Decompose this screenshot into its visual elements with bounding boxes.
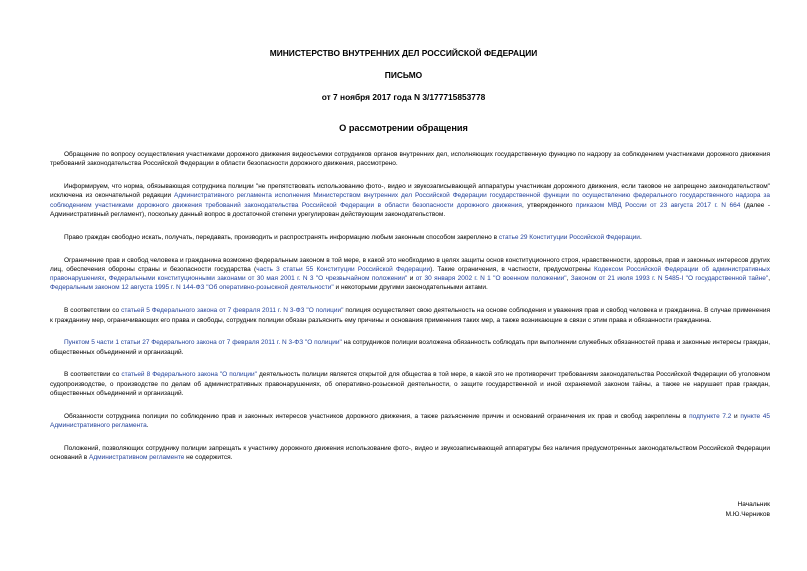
paragraph-text: Положений, позволяющих сотруднику полиции запрещать к участнику дорожного движения использование фото-, видео и звукозаписывающей аппаратуры без наличия предусмотренных законодательством Российской Федерации оснований в	[50, 444, 770, 462]
paragraph-text: и	[407, 275, 416, 283]
link-admin-regulation-short[interactable]: Административном регламенте	[88, 454, 185, 462]
paragraph-text: Ограничение прав и свобод человека и гражданина возможно федеральным законом в той мере, в какой это необходимо в целях защиты основ конституционного строя, нравственности, здоровья, прав и законных интересов других лиц, обеспечения обороны страны и безопасности государства (	[50, 256, 770, 273]
paragraph-text: Обязанности сотрудника полиции по соблюдению прав и законных интересов участников дорожного движения, а также разъяснение причин и оснований ограничения их прав и свобод закреплены в	[64, 412, 690, 420]
paragraph-8	[50, 412, 770, 431]
link-clause-45[interactable]: пункте 45 Административного регламента	[50, 412, 771, 430]
paragraph-text: (далее - Административный регламент), поскольку данный вопрос в достаточной степени урегулирован действующим законодательством.	[50, 201, 771, 218]
signatory-name: М.Ю.Черников	[725, 511, 770, 518]
link-admin-regulation[interactable]: Административного регламента исполнения Министерством внутренних дел Российской Федерации государственной функции по осуществлению федерального государственного надзора за соблюдением участниками дорожного движения требований законодательства Российской Федерации в области безопасности дорожного движения	[50, 192, 770, 209]
link-law-emergency[interactable]: Федеральными конституционными законами от 30 мая 2001 г. N 3 "О чрезвычайном положении"	[108, 275, 408, 283]
link-law-state-secret[interactable]: Законом от 21 июля 1993 г. N 5485-I "О государственной тайне"	[570, 275, 769, 283]
paragraph-text: ). Такие ограничения, в частности, предусмотрены	[430, 265, 594, 273]
document-type: ПИСЬМО	[384, 70, 423, 80]
signature-block	[726, 500, 770, 520]
link-subclause-7-2[interactable]: подпункте 7.2	[689, 412, 732, 420]
paragraph-text: полиция осуществляет свою деятельность на основе соблюдения и уважения прав и свобод человека и гражданина. В случае применения к гражданину мер, ограничивающих его права и свободы, сотрудник полиции обязан разъяснить ему причины и основания применения таких мер, а также возникающие в связи с этим права и обязанности гражданина.	[50, 307, 770, 324]
link-police-law-art-5[interactable]: статьей 5 Федерального закона от 7 февраля 2011 г. N 3-ФЗ "О полиции"	[121, 307, 344, 315]
paragraph-1	[50, 150, 770, 169]
paragraph-4	[50, 256, 770, 293]
paragraph-text: на сотрудников полиции возложена обязанность соблюдать при выполнении служебных обязанностей права и законные интересы граждан, общественных объединений и организаций.	[50, 339, 771, 356]
paragraph-2	[50, 182, 770, 219]
link-mvd-order-664[interactable]: приказом МВД России от 23 августа 2017 г. N 664	[575, 201, 741, 209]
paragraph-text: ,	[768, 275, 770, 283]
link-law-martial[interactable]: от 30 января 2002 г. N 1 "О военном положении"	[415, 275, 567, 283]
paragraph-text: ,	[566, 275, 571, 283]
document-subject: О рассмотрении обращения	[339, 123, 468, 133]
paragraph-3	[50, 233, 770, 242]
paragraph-text: .	[146, 422, 149, 430]
paragraph-text: не содержится.	[184, 454, 233, 462]
paragraph-9	[50, 444, 770, 463]
paragraph-text: Обращение по вопросу осуществления участниками дорожного движения видеосъемки сотрудников органов внутренних дел, исполняющих государственную функцию по надзору за соблюдением участниками дорожного движения требований законодательства Российской Федерации в области безопасности дорожного движения, рассмотрено.	[50, 151, 770, 168]
paragraph-text: .	[639, 233, 642, 241]
paragraph-text: , утвержденного	[521, 201, 576, 209]
paragraph-7	[50, 370, 770, 398]
link-constitution-art-29[interactable]: статье 29 Конституции Российской Федерации	[498, 233, 640, 241]
paragraph-text: и некоторыми другими законодательными актами.	[333, 284, 488, 292]
document-date-number: от 7 ноября 2017 года N 3/177715853778	[321, 92, 486, 102]
link-police-law-art-8[interactable]: статьей 8 Федерального закона "О полиции"	[121, 371, 257, 379]
signatory-position: Начальник	[737, 501, 770, 508]
paragraph-text: В соответствии со	[64, 307, 122, 315]
link-koap[interactable]: Кодексом Российской Федерации об административных правонарушениях	[50, 265, 770, 283]
link-law-ord[interactable]: Федеральным законом 12 августа 1995 г. N 144-ФЗ "Об оперативно-розыскной деятельности"	[50, 284, 334, 292]
link-police-law-art-27[interactable]: Пунктом 5 части 1 статьи 27 Федерального закона от 7 февраля 2011 г. N 3-ФЗ "О полиции"	[64, 339, 342, 347]
paragraph-text: ,	[104, 275, 109, 283]
paragraph-5	[50, 306, 770, 325]
paragraph-text: Информируем, что норма, обязывающая сотрудника полиции "не препятствовать использованию фото-, видео и звукозаписывающей аппаратуры участникам дорожного движения, если таковое не запрещено законодательством" исключена из окончательной редакции	[50, 183, 770, 200]
link-constitution-art-55[interactable]: часть 3 статьи 55 Конституции Российской Федерации	[256, 265, 431, 273]
ministry-name: МИНИСТЕРСТВО ВНУТРЕННИХ ДЕЛ РОССИЙСКОЙ ФЕДЕРАЦИИ	[269, 48, 538, 58]
paragraph-text: деятельность полиции является открытой для общества в той мере, в какой это не противоречит требованиям законодательства Российской Федерации об уголовном судопроизводстве, о производстве по делам об административных правонарушениях, об оперативно-розыскной деятельности, о защите государственной и иной охраняемой законом тайны, а также не нарушает прав граждан, общественных объединений и организаций.	[50, 371, 770, 398]
paragraph-text: В соответствии со	[64, 371, 122, 379]
paragraph-text: Право граждан свободно искать, получать, передавать, производить и распространять информацию любым законным способом закреплено в	[64, 233, 499, 241]
letter-body	[50, 150, 770, 476]
paragraph-text: и	[731, 412, 741, 420]
paragraph-6	[50, 338, 770, 357]
